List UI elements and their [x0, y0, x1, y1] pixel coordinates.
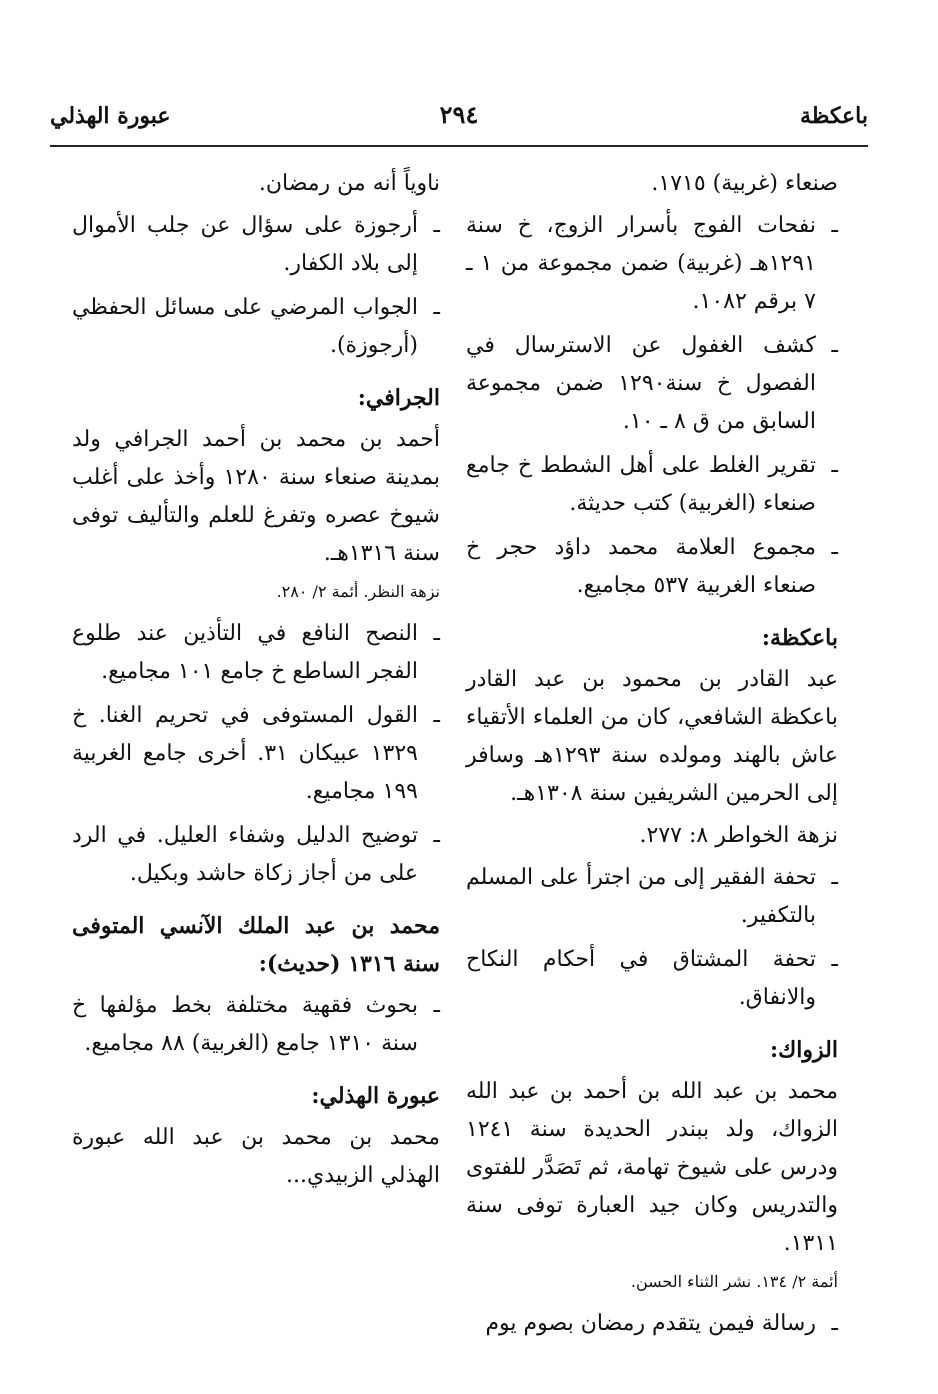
- entry-heading: محمد بن عبد الملك الآنسي المتوفى سنة ١٣١٦ (حديث):: [72, 913, 440, 977]
- entry-biography: أحمد بن محمد بن أحمد الجرافي ولد بمدينة صنعاء سنة ١٢٨٠ وأخذ على أغلب شيوخ عصره وتفرغ للعلم والتأليف توفى سنة ١٣١٦هـ.: [72, 427, 440, 566]
- list-item: ـ رسالة فيمن يتقدم رمضان بصوم يوم: [466, 1305, 838, 1343]
- list-item: ـ النصح النافع في التأذين عند طلوع الفجر الساطع خ جامع ١٠١ مجاميع.: [72, 615, 440, 691]
- list-item: ـ القول المستوفى في تحريم الغنا. خ ١٣٢٩ عبيكان ٣١. أخرى جامع الغربية ١٩٩ مجاميع.: [72, 697, 440, 811]
- list-item: ـ مجموع العلامة محمد داؤد حجر خ صنعاء الغربية ٥٣٧ مجاميع.: [466, 529, 838, 605]
- list-item: ـ كشف الغفول عن الاسترسال في الفصول خ سنة١٢٩٠ ضمن مجموعة السابق من ق ٨ ـ ١٠.: [466, 327, 838, 441]
- entry-heading: الجرافي:: [357, 385, 440, 411]
- list-item: ـ تحفة الفقير إلى من اجترأ على المسلم بالتكفير.: [466, 859, 838, 935]
- entry-biography: محمد بن عبد الله بن أحمد بن عبد الله الزواك، ولد ببندر الحديدة سنة ١٢٤١ ودرس على شيوخ تهامة، ثم تَصَدَّر للفتوى والتدريس وكان جيد العبارة توفى سنة ١٣١١.: [466, 1079, 838, 1256]
- page-header: [50, 95, 868, 147]
- entry-biography: عبد القادر بن محمود بن عبد القادر باعكظة الشافعي، كان من العلماء الأتقياء عاش بالهند ومولده سنة ١٢٩٣هـ وسافر إلى الحرمين الشريفين سنة ١٣٠٨هـ.: [466, 667, 838, 806]
- entry-heading: الزواك:: [770, 1037, 838, 1063]
- list-item: ـ أرجوزة على سؤال عن جلب الأموال إلى بلاد الكفار.: [72, 207, 440, 283]
- entry-reference: نزهة الخواطر ٨: ٢٧٧.: [639, 823, 838, 848]
- left-column: [72, 165, 440, 1199]
- entry-reference: أئمة ٢/ ١٣٤. نشر الثناء الحسن.: [630, 1272, 838, 1291]
- entry-heading: باعكظة:: [761, 625, 838, 651]
- list-item: ـ بحوث فقهية مختلفة بخط مؤلفها خ سنة ١٣١٠ جامع (الغربية) ٨٨ مجاميع.: [72, 987, 440, 1063]
- list-item: ـ تقرير الغلط على أهل الشطط خ جامع صنعاء (الغربية) كتب حديثة.: [466, 447, 838, 523]
- entry-heading: عبورة الهذلي:: [311, 1083, 440, 1109]
- entry-reference: نزهة النظر. أئمة ٢/ ٢٨٠.: [276, 582, 440, 601]
- page-number: ٢٩٤: [439, 100, 479, 129]
- running-head-right: باعكظة: [800, 103, 868, 129]
- list-item: ـ نفحات الفوج بأسرار الزوج، خ سنة ١٢٩١هـ (غربية) ضمن مجموعة من ١ ـ ٧ برقم ١٠٨٢.: [466, 207, 838, 321]
- list-item: ـ تحفة المشتاق في أحكام النكاح والانفاق.: [466, 941, 838, 1017]
- running-head-left: عبورة الهذلي: [50, 103, 171, 129]
- continuation-text: صنعاء (غربية) ١٧١٥.: [651, 171, 838, 196]
- entry-biography: محمد بن محمد بن عبد الله عبورة الهذلي الزبيدي...: [72, 1125, 440, 1188]
- list-item: ـ الجواب المرضي على مسائل الحفظي (أرجوزة).: [72, 289, 440, 365]
- right-column: [466, 165, 838, 1349]
- continuation-text: ناوياً أنه من رمضان.: [258, 171, 440, 196]
- list-item: ـ توضيح الدليل وشفاء العليل. في الرد على من أجاز زكاة حاشد وبكيل.: [72, 817, 440, 893]
